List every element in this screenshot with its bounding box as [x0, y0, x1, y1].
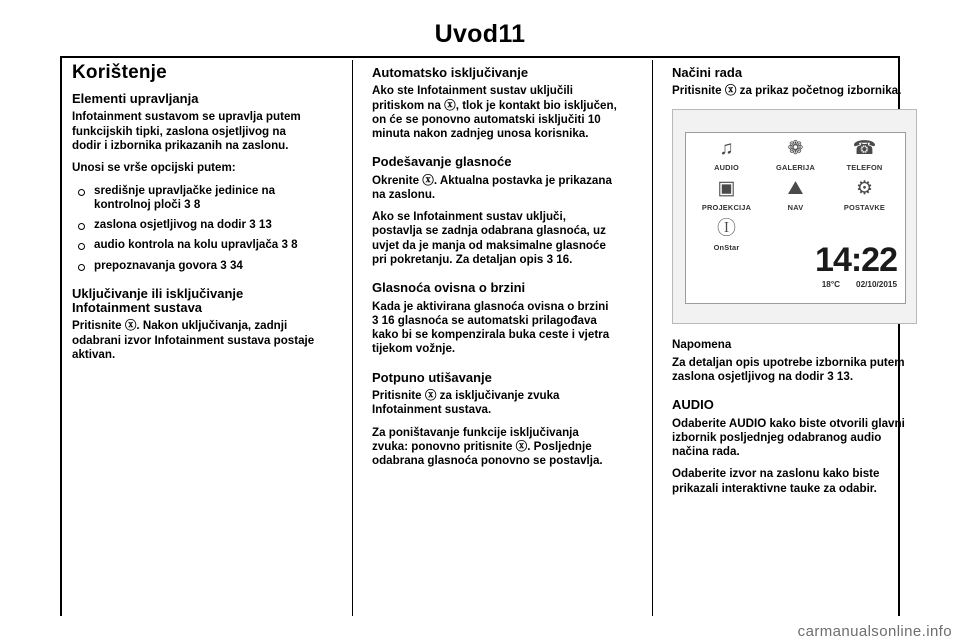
paragraph-c3-p1: Pritisnite ⓧ za prikaz početnog izbornika.	[672, 84, 902, 98]
page-header	[60, 20, 900, 49]
subheading-automatsko-iskljucivanje: Automatsko isključivanje	[372, 65, 529, 80]
navigation-icon: ⛰	[787, 177, 804, 199]
paragraph-c2-p2: Okrenite ⓧ. Aktualna postavka je prikazana na zaslonu.	[372, 173, 612, 201]
watermark: carmanualsonline.info	[797, 623, 952, 640]
menu-label-nav: NAV	[787, 202, 804, 212]
subheading-ukljucivanje-iskljucivanje: Uključivanje ili isključivanje Infotainment sustava	[72, 286, 244, 316]
menu-label-onstar: OnStar	[713, 242, 740, 252]
subheading-podesavanje-glasnoce: Podešavanje glasnoće	[372, 154, 512, 170]
column-two	[372, 66, 617, 476]
note-body: Za detaljan opis upotrebe izbornika putem zaslona osjetljivog na dodir 3 13.	[672, 355, 905, 383]
paragraph-c3-p2: Odaberite AUDIO kako biste otvorili glavni izbornik posljednjeg odabranog audio načina rada.	[672, 416, 905, 459]
subheading-potpuno-utisavanje: Potpuno utišavanje	[372, 369, 492, 385]
menu-item-gallery	[761, 137, 830, 175]
menu-label-audio: AUDIO	[714, 162, 739, 172]
column-one	[72, 62, 317, 370]
list-item: zaslona osjetljivog na dodir 3 13	[72, 218, 317, 232]
paragraph-c2-p4: Kada je aktivirana glasnoća ovisna o brzini 3 16 glasnoća se automatski prilagođava kako bi se kompenzirala buka ceste i vjetra tijekom vožnje.	[372, 299, 610, 356]
clock-time: 14:22	[815, 240, 897, 279]
infotainment-display-figure	[672, 109, 917, 324]
paragraph-c2-p3: Ako se Infotainment sustav uključi, postavlja se zadnja odabrana glasnoća, uz uvjet da je manja od maksimalne glasnoće pri pokretanju. Za detaljan opis 3 16.	[372, 210, 606, 267]
menu-item-onstar	[692, 217, 761, 255]
menu-item-settings	[830, 177, 899, 215]
paragraph-c2-p5: Pritisnite ⓧ za isključivanje zvuka Infotainment sustava.	[372, 388, 560, 417]
section-heading-koristenje: Korištenje	[72, 62, 167, 83]
paragraph-c2-p1: Ako ste Infotainment sustav uključili pritiskom na ⓧ, tlok je kontakt bio isključen, on će se ponovno automatski isključiti 10 minuta nakon zadnjeg unosa korisnika.	[372, 84, 617, 141]
list-item: prepoznavanja govora 3 34	[72, 259, 317, 273]
subheading-nacini-rada: Načini rada	[672, 65, 743, 80]
paragraph-c1-p3: Pritisnite ⓧ. Nakon uključivanja, zadnji odabrani izvor Infotainment sustava postaje aktivan.	[72, 319, 315, 362]
note-heading: Napomena	[672, 337, 732, 351]
menu-label-projection: PROJEKCIJA	[701, 202, 752, 212]
projection-icon: ▣	[717, 177, 736, 199]
subheading-elementi-upravljanja: Elementi upravljanja	[72, 91, 199, 107]
subheading-glasnoca-ovisna-o-brzini: Glasnoća ovisna o brzini	[372, 280, 526, 296]
home-menu-screen	[685, 132, 906, 304]
menu-label-gallery: GALERIJA	[776, 162, 815, 172]
home-menu-icon-grid	[692, 137, 900, 256]
list-item: središnje upravljačke jedinice na kontrolnoj ploči 3 8	[72, 184, 317, 213]
page-number: 11	[498, 20, 526, 48]
paragraph-c1-p1: Infotainment sustavom se upravlja putem funkcijskih tipki, zaslona osjetljivog na dodir i izbornika prikazanih na zaslonu.	[72, 110, 301, 152]
temperature-value: 18°C	[821, 280, 841, 290]
onstar-icon: Ⓘ	[716, 217, 736, 239]
phone-icon: ☎	[852, 137, 877, 159]
column-three	[672, 66, 917, 504]
audio-icon: ♫	[719, 137, 734, 159]
page-title: Uvod	[434, 20, 499, 48]
menu-label-phone: TELEFON	[846, 162, 883, 172]
settings-icon: ⚙	[855, 177, 874, 199]
paragraph-c2-p6: Za poništavanje funkcije isključivanja zvuka: ponovno pritisnite ⓧ. Posljednje odabrana glasnoća ponovno se postavlja.	[372, 425, 603, 468]
column-divider-1	[352, 60, 353, 616]
menu-item-projection	[692, 177, 761, 215]
date-value: 02/10/2015	[856, 280, 897, 290]
gallery-icon: ❁	[787, 137, 804, 159]
subheading-audio: AUDIO	[672, 397, 714, 413]
clock-subinfo	[822, 278, 897, 292]
paragraph-c1-p2: Unosi se vrše opcijski putem:	[72, 161, 236, 175]
menu-item-audio	[692, 137, 761, 175]
menu-item-phone	[830, 137, 899, 175]
left-border-rule	[60, 56, 62, 616]
header-divider	[60, 56, 900, 58]
menu-label-settings: POSTAVKE	[843, 202, 886, 212]
paragraph-c3-p3: Odaberite izvor na zaslonu kako biste prikazali interaktivne tauke za odabir.	[672, 467, 880, 495]
menu-item-nav	[761, 177, 830, 215]
bullet-list-inputs	[72, 184, 317, 273]
list-item: audio kontrola na kolu upravljača 3 8	[72, 238, 317, 252]
column-divider-2	[652, 60, 653, 616]
